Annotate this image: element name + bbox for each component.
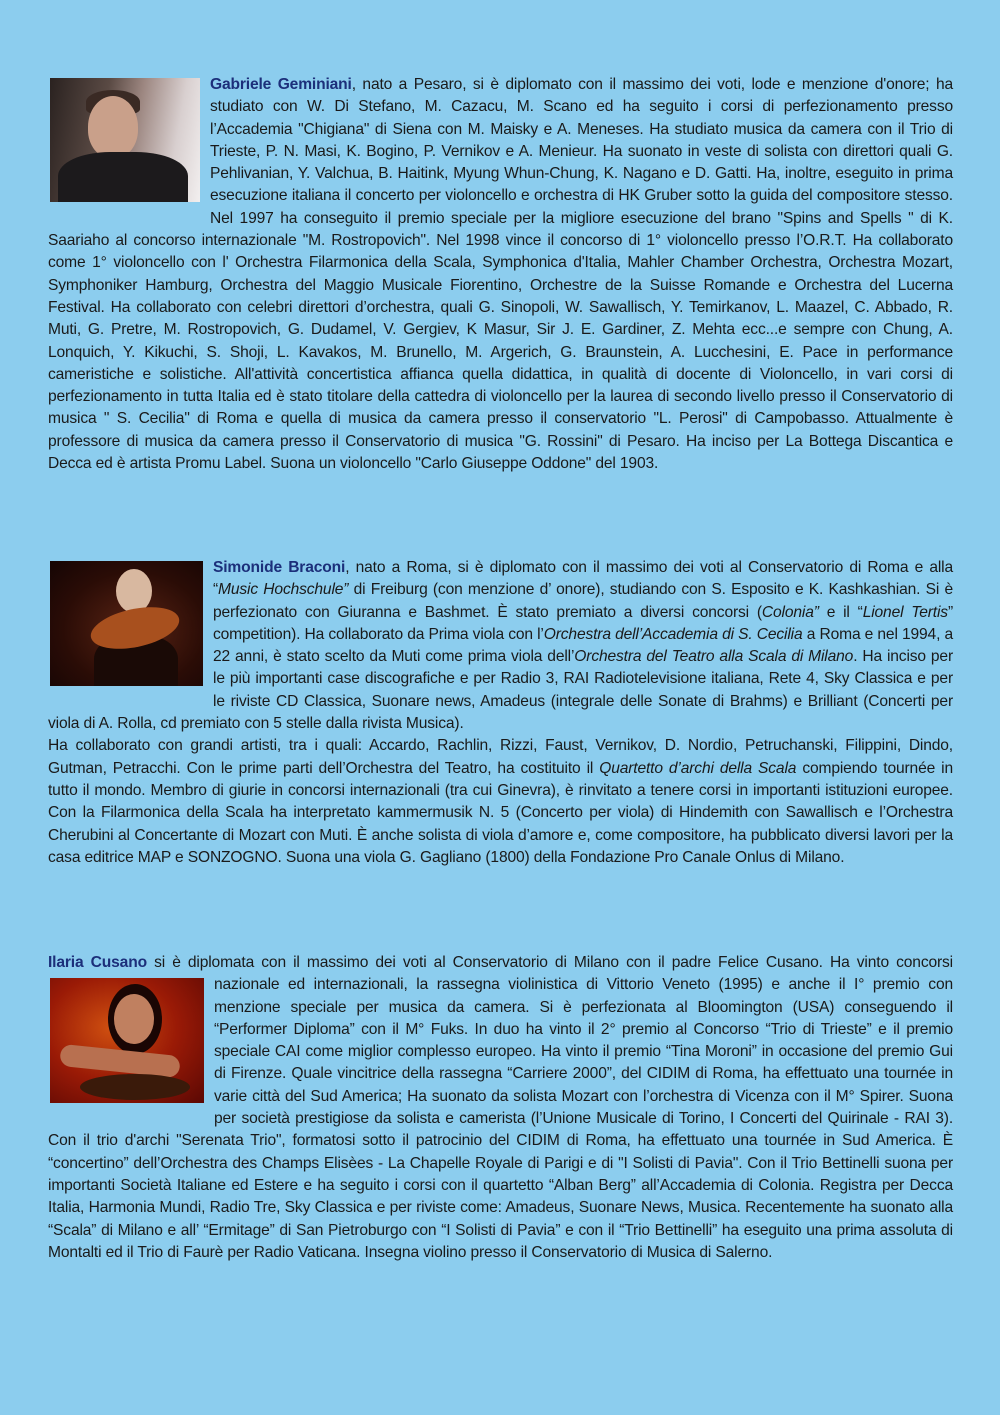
bio-body: concorsi nazionale ed internazionali, la rassegna violinistica di Vittorio Veneto (1995) e anche il I° premio con menzione speciale per musica da camera. Si è perfezionata al Bloomington (USA) conseguendo il “Performer Diploma” con il M° Fuks. In duo ha vinto il 2° premio al Concorso “Trio di Trieste” e il premio speciale CAI come miglior complesso europeo. Ha vinto il premio “Tina Moroni” in occasione del premio Gui di Firenze. Quale vincitrice della rassegna “Carriere 2000”, del CIDIM di Roma, ha effettuato una tournée in varie città del Sud America; Ha suonato da solista Mozart con l’orchestra di Vicenza con il M° Spirer. Suona per società prestigiose da solista e camerista (l’Unione Musicale di Torino, I Concerti del Quirinale - RAI 3). Con il trio d'archi "Serenata Trio", formatosi sotto il patrocinio del CIDIM di Roma, ha effettuato una tournée in Sud America. È “concertino” dell’Orchestra des Champs Elisèes - La Chapelle Royale di Parigi e di "I Solisti di Pavia". Con il Trio Bettinelli suona per importanti Società Italiane ed Estere e ha seguito i corsi con il quartetto “Alban Berg” all’Accademia di Colonia. Registra per Decca Italia, Harmonia Mundi, Radio Tre, Sky Classica e per riviste come: Amadeus, Suonare News, Musica. Recentemente ha suonato alla “Scala” di Milano e all’ “Ermitage” di San Pietroburgo con “I Solisti di Pavia” e con il “Trio Bettinelli” ha eseguito una prima assoluta di Montalti ed il Trio di Faurè per Radio Vaticana. Insegna violino presso il Conservatorio di Musica di Salerno. (48, 954, 953, 1261)
bio-name: Gabriele Geminiani (210, 76, 352, 93)
bio-body: a Roma e nel 1994, a 22 anni, è stato scelto da Muti come prima viola dell’ (213, 625, 953, 666)
bio-text-2 (48, 735, 953, 869)
portrait-photo (50, 978, 204, 1103)
bio-italic: Orchestra del Teatro alla Scala di Milano (574, 648, 854, 666)
bio-italic: Music Hochschule” (218, 581, 349, 599)
bio-name: Simonide Braconi (213, 559, 346, 576)
bio-text (48, 74, 953, 475)
bio-body: . Ha inciso per le più importanti case discografiche e per Radio 3, RAI Radiotelevisione italiana, Rete 4, Sky Classica e per le riviste CD Classica, Suonare news, Amadeus (integrale delle Sonate di Brahms) e Brilliant (Concerti per viola di A. Rolla, cd premiato con 5 stelle dalla rivista Musica). (48, 648, 953, 733)
bio-body: Ha collaborato con grandi artisti, tra i quali: Accardo, Rachlin, Rizzi, Faust, Vernikov, D. Nordio, Petruchanski, Filippini, Dindo, Gutman, Petracchi. Con le prime parti dell’Orchestra del Teatro, ha costituito il (48, 737, 953, 777)
bio-italic: Colonia” (761, 603, 819, 621)
bio-italic: Quartetto d’archi della Scala (599, 759, 797, 777)
bio-body: ” competition). Ha collaborato da Prima viola con l’ (213, 603, 953, 643)
bio-body: compiendo tournée in tutto il mondo. Membro di giurie in concorsi internazionali (tra cui Ginevra), è rinvitato a tenere corsi in importanti istituzioni europee. Con la Filarmonica della Scala ha interpretato kammermusik N. 5 (Concerto per viola) di Hindemith con Sawallisch e l’Orchestra Cherubini al Concertante di Mozart con Muti. È anche solista di viola d’amore e, come compositore, ha pubblicato diversi lavori per la casa editrice MAP e SONZOGNO. Suona una viola G. Gagliano (1800) della Fondazione Pro Canale Onlus di Milano. (48, 759, 953, 866)
bio-italic: Lionel Tertis (862, 603, 948, 621)
bio-body: di Freiburg (con menzione d’ onore), studiando con S. Esposito e K. Kashkashian. Si è perfezionato con Giuranna e Bashmet. È stato premiato a diversi concorsi ( (213, 581, 953, 621)
portrait-photo (50, 78, 200, 202)
bio-body: , nato a Pesaro, si è diplomato con il massimo dei voti, lode e menzione d'onore; ha studiato con W. Di Stefano, M. Cazacu, M. Scano ed ha seguito i corsi di perfezionamento presso l’Accademia "Chigiana" di Siena con M. Maisky e A. Meneses. Ha studiato musica da camera con il Trio di Trieste, P. N. Masi, K. Bogino, P. Vernikov e A. Menieur. Ha suonato in veste di solista con direttori quali G. Pehlivanian, Y. Valchua, B. Haitink, Myung Whun-Chung, K. Nagano e D. Gatti. Ha, inoltre, eseguito in prima esecuzione italiana il concerto per violoncello e orchestra di HK Gruber sotto la guida del compositore stesso. Nel 1997 ha conseguito il premio speciale per la migliore esecuzione del brano "Spins and Spells " di K. Saariaho al concorso internazionale "M. Rostropovich". Nel 1998 vince il concorso di 1° violoncello presso l’O.R.T. Ha collaborato come 1° violoncello con l' Orchestra Filarmonica della Scala, Symphonica d'Italia, Mahler Chamber Orchestra, Orchestra Mozart, Symphoniker Hamburg, Orchestra del Maggio Musicale Fiorentino, Orchestre de la Suisse Romande e Orchestra del Lucerna Festival. Ha collaborato con celebri direttori d’orchestra, quali G. Sinopoli, W. Sawallisch, Y. Temirkanov, L. Maazel, C. Abbado, R. Muti, G. Pretre, M. Rostropovich, G. Dudamel, V. Gergiev, K Masur, Sir J. E. Gardiner, Z. Mehta ecc...e sempre con Chung, A. Lonquich, Y. Kikuchi, S. Shoji, L. Kavakos, M. Brunello, M. Argerich, G. Braunstein, A. Lucchesini, E. Pace in performance cameristiche e solistiche. All'attività concertistica affianca quella didattica, in qualità di docente di Violoncello, in vari corsi di perfezionamento in tutta Italia ed è stato titolare della cattedra di violoncello per la laurea di secondo livello presso il Conservatorio di musica " S. Cecilia" di Roma e quella di musica da camera presso il conservatorio "L. Perosi" di Campobasso. Attualmente è professore di musica da camera presso il Conservatorio di musica "G. Rossini" di Pesaro. Ha inciso per La Bottega Discantica e Decca ed è artista Promu Label. Suona un violoncello "Carlo Giuseppe Oddone" del 1903. (48, 76, 953, 473)
bio-body: e il “ (818, 603, 863, 621)
bio-simonide-braconi (48, 557, 953, 869)
bio-body: si è diplomata con il massimo dei voti al Conservatorio di Milano con il padre Felice Cusano. Ha vinto (146, 954, 897, 971)
bio-body: , nato a Roma, si è diplomato con il massimo dei voti al Conservatorio di Roma e alla “ (213, 559, 954, 599)
portrait-photo (50, 561, 203, 686)
bio-ilaria-cusano (48, 952, 953, 1264)
bio-italic: Orchestra dell’Accademia di S. Cecilia (543, 625, 803, 643)
bio-text (48, 952, 953, 1264)
bio-text (48, 557, 953, 735)
bio-gabriele-geminiani (48, 74, 953, 475)
bio-name: Ilaria Cusano (48, 954, 147, 971)
